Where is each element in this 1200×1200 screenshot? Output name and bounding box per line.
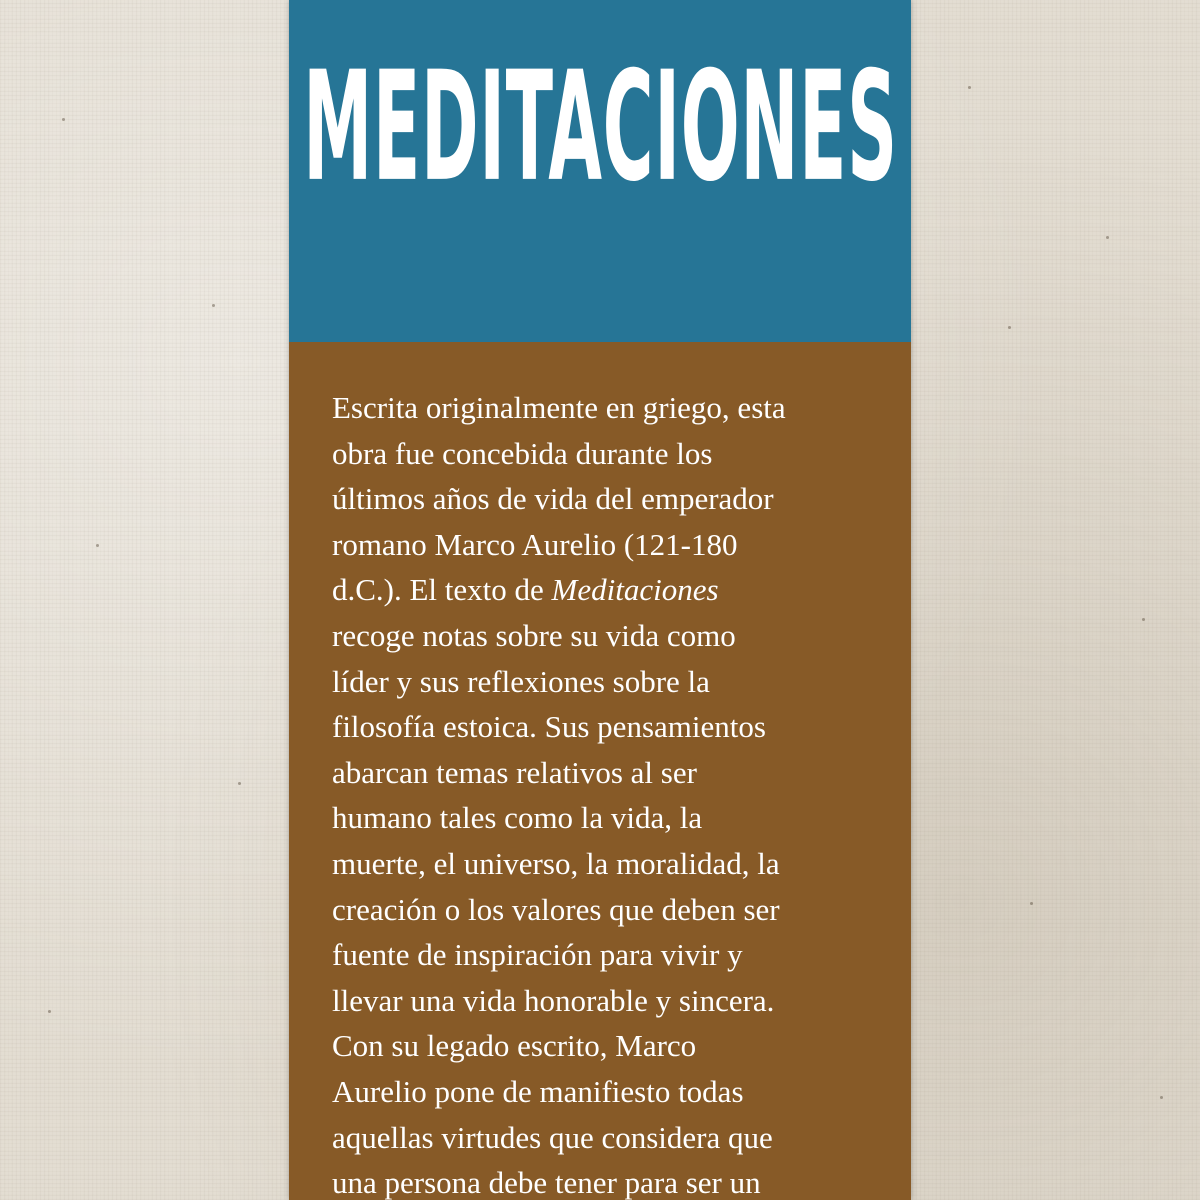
description-line-text: d.C.). El texto de xyxy=(332,572,552,608)
title-panel xyxy=(289,0,911,342)
description-line: recoge notas sobre su vida como xyxy=(332,617,736,653)
book-description xyxy=(332,385,892,1200)
description-line: líder y sus reflexiones sobre la xyxy=(332,663,710,699)
book-title: MEDITACIONES xyxy=(302,39,898,216)
canvas-fleck xyxy=(1160,1096,1163,1099)
canvas-fleck xyxy=(62,118,65,121)
book-title-italic: Meditaciones xyxy=(551,572,719,608)
canvas-fleck xyxy=(212,304,215,307)
description-line: una persona debe tener para ser un xyxy=(332,1165,761,1200)
canvas-fleck xyxy=(968,86,971,89)
canvas-fleck xyxy=(96,544,99,547)
canvas-fleck xyxy=(1106,236,1109,239)
book-cover-band xyxy=(289,0,911,1200)
description-line: fuente de inspiración para vivir y xyxy=(332,937,743,973)
description-line: obra fue concebida durante los xyxy=(332,435,713,471)
description-line: llevar una vida honorable y sincera. xyxy=(332,982,775,1018)
description-line: últimos años de vida del emperador xyxy=(332,481,774,517)
description-line: abarcan temas relativos al ser xyxy=(332,754,697,790)
description-line: humano tales como la vida, la xyxy=(332,800,703,836)
description-line: filosofía estoica. Sus pensamientos xyxy=(332,709,766,745)
description-line: aquellas virtudes que considera que xyxy=(332,1119,773,1155)
description-line: Aurelio pone de manifiesto todas xyxy=(332,1073,744,1109)
canvas-fleck xyxy=(48,1010,51,1013)
description-line xyxy=(332,567,892,613)
description-line: creación o los valores que deben ser xyxy=(332,891,780,927)
description-line: Escrita originalmente en griego, esta xyxy=(332,390,786,425)
canvas-fleck xyxy=(1142,618,1145,621)
description-panel xyxy=(289,342,911,1200)
canvas-fleck xyxy=(238,782,241,785)
description-line: Con su legado escrito, Marco xyxy=(332,1028,697,1064)
canvas-fleck xyxy=(1008,326,1011,329)
description-line: muerte, el universo, la moralidad, la xyxy=(332,845,780,881)
description-line: romano Marco Aurelio (121-180 xyxy=(332,526,738,562)
canvas-fleck xyxy=(1030,902,1033,905)
